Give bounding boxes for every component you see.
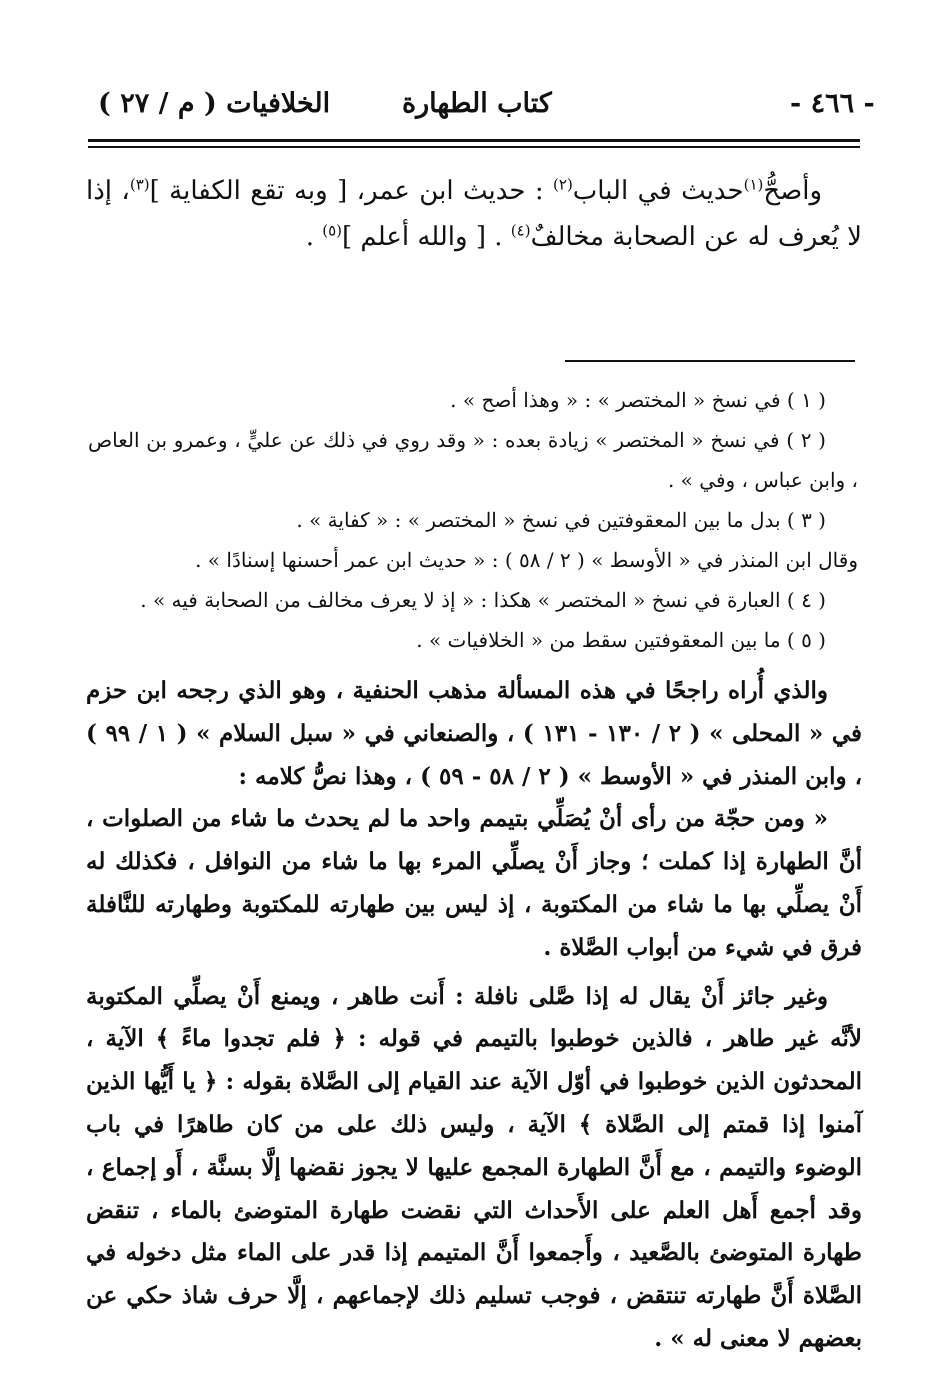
commentary-quote: « ومن حجّة من رأى أنْ يُصَلِّي بتيمم واحد ما لم يحدث ما شاء من الصلوات ، أنَّ الطهارة إذا كملت ؛ وجاز أَنْ يصلِّي المرء بها ما شاء من النوافل ، فكذلك له أَنْ يصلِّي بها ما شاء من المكتوبة ، إذ ليس بين طهارته للمكتوبة وطهارته للنَّافلة فرق في شيء من أبواب الصَّلاة .	[86, 805, 862, 961]
section-title: كتاب الطهارة	[402, 88, 552, 119]
footnote: وقال ابن المنذر في « الأوسط » ( ٢ / ٥٨ ) : « حديث ابن عمر أحسنها إسنادًا » .	[195, 548, 858, 572]
commentary	[86, 670, 862, 1361]
main-text-segment: ، إذا لا يُعرف له عن الصحابة مخالفٌ	[86, 176, 862, 252]
commentary-quote: وغير جائز أَنْ يقال له إذا صَّلى نافلة : أَنت طاهر ، ويمنع أَنْ يصلِّي المكتوبة لأنَّه غير طاهر ، فالذين خوطبوا بالتيمم في قوله : ﴿ فلم تجدوا ماءً ﴾ الآية ، المحدثون الذين خوطبوا في أوّل الآية عند القيام إلى الصَّلاة بقوله : ﴿ يا أَيُّها الذين آمنوا إذا قمتم إلى الصَّلاة ﴾ الآية ، وليس ذلك على من كان طاهرًا في باب الوضوء والتيمم ، مع أَنَّ الطهارة المجمع عليها لا يجوز نقضها إلَّا بسنَّة ، أَو إجماع ، وقد أجمع أَهل العلم على الأَحداث التي نقضت طهارة المتوضئ بالماء ، تنقض طهارة المتوضئ بالصَّعيد ، وأَجمعوا أَنَّ المتيمم إذا قدر على الماء مثل دخوله في الصَّلاة أَنَّ طهارته تنتقض ، فوجب تسليم ذلك لإجماعهم ، إلَّا حرف شاذ حكي عن بعضهم لا معنى له » .	[86, 982, 862, 1352]
commentary-paragraph: والذي أُراه راجحًا في هذه المسألة مذهب الحنفية ، وهو الذي رجحه ابن حزم في « المحلى » ( ٢ / ١٣٠ - ١٣١ ) ، والصنعاني في « سبل السلام » ( ١ / ٩٩ ) ، وابن المنذر في « الأوسط » ( ٢ / ٥٨ - ٥٩ ) ، وهذا نصُّ كلامه :	[86, 677, 862, 790]
footnote-ref: (٥)	[322, 221, 342, 240]
footnote-ref: (٤)	[510, 221, 531, 240]
series-title: الخلافيات ( م / ٢٧ )	[98, 88, 331, 119]
main-text-segment: .	[305, 222, 323, 252]
header-rule-thin	[88, 146, 860, 148]
footnote-ref: (١)	[743, 175, 764, 194]
page-number: - ٤٦٦ -	[790, 88, 875, 119]
footnote: ( ٢ ) في نسخ « المختصر » زيادة بعده : « وقد روي في ذلك عن عليٍّ ، وعمرو بن العاص ، وابن عباس ، وفي » .	[88, 428, 858, 492]
footnote: ( ٤ ) العبارة في نسخ « المختصر » هكذا : « إذ لا يعرف مخالف من الصحابة فيه » .	[140, 588, 826, 612]
main-text-segment: . [ والله أعلم ]	[342, 222, 511, 252]
footnote: ( ٥ ) ما بين المعقوفتين سقط من « الخلافيات » .	[416, 628, 826, 652]
footnotes	[88, 380, 858, 660]
main-text-segment: وأصحُّ	[763, 176, 822, 206]
footnote: ( ٣ ) بدل ما بين المعقوفتين في نسخ « المختصر » : « كفاية » .	[296, 508, 826, 532]
main-paragraph	[86, 168, 862, 260]
main-text-segment: حديث في الباب	[572, 176, 744, 206]
footnote-separator	[565, 360, 855, 362]
main-text	[86, 168, 862, 260]
footnote-ref: (٢)	[553, 175, 573, 194]
header-rule-thick	[88, 139, 860, 142]
footnote: ( ١ ) في نسخ « المختصر » : « وهذا أصح » .	[450, 388, 826, 412]
main-text-segment: : حديث ابن عمر، [ وبه تقع الكفاية ]	[149, 176, 554, 206]
footnote-ref: (٣)	[129, 175, 150, 194]
